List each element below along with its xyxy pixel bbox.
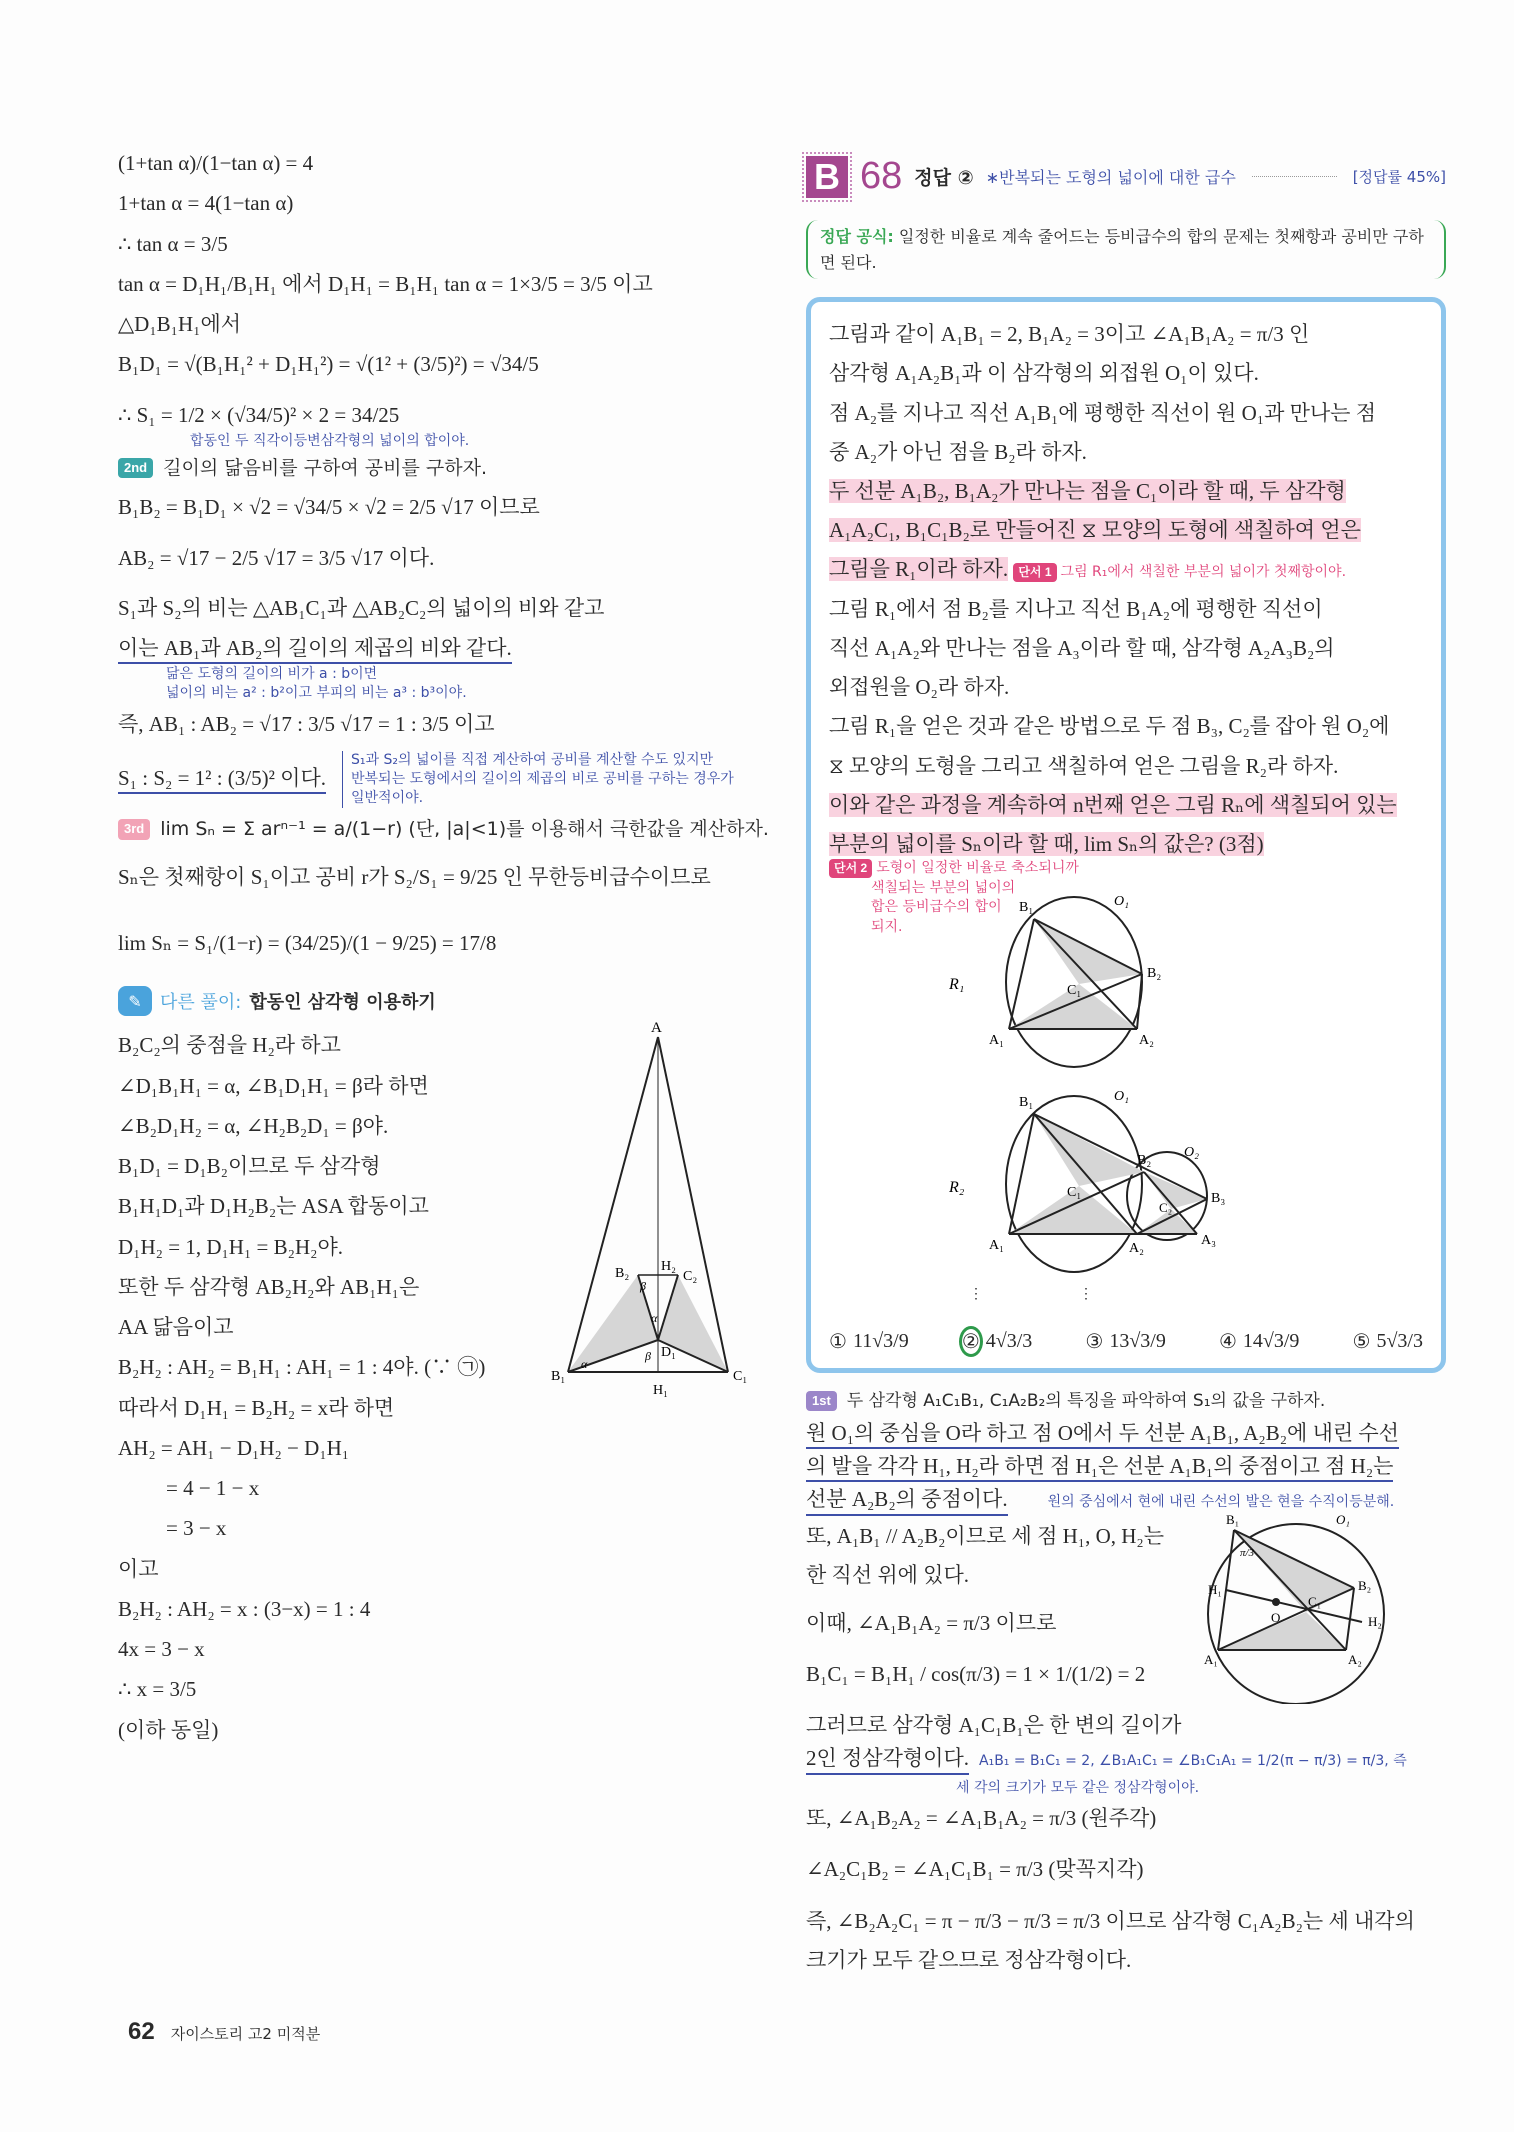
- topic-label: ∗반복되는 도형의 넓이에 대한 급수: [985, 168, 1236, 187]
- problem-line: 그림과 같이 A₁B₁ = 2, B₁A₂ = 3이고 ∠A₁B₁A₂ = π/3 인: [829, 322, 1310, 347]
- svg-text:D₁: D₁: [661, 1345, 676, 1361]
- eq-line: AB₂ = √17 − 2/5 √17 = 3/5 √17 이다.: [118, 545, 435, 570]
- eq-line: ∠D₁B₁H₁ = α, ∠B₁D₁H₁ = β라 하면: [118, 1073, 429, 1098]
- svg-text:C₂: C₂: [683, 1269, 698, 1285]
- svg-text:B₁: B₁: [1019, 900, 1034, 916]
- eq-line: Sₙ은 첫째항이 S₁이고 공비 r가 S₂/S₁ = 9/25 인 무한등비급수이므로: [118, 864, 711, 889]
- correct-rate: [정답률 45%]: [1352, 168, 1446, 186]
- leader-dots: [1252, 176, 1337, 177]
- step2-heading: 2nd 길이의 닮음비를 구하여 공비를 구하자.: [118, 457, 778, 481]
- eq-line: 한 직선 위에 있다.: [806, 1563, 970, 1588]
- eq-line: B₁B₂ = B₁D₁ × √2 = √34/5 × √2 = 2/5 √17 이므로: [118, 495, 540, 520]
- step1-body: [806, 1514, 1446, 1973]
- problem-line: 삼각형 A₁A₂B₁과 이 삼각형의 외접원 O₁이 있다.: [829, 361, 1259, 386]
- eq-line: lim Sₙ = S₁/(1−r) = (34/25)/(1 − 9/25) = 17/8: [118, 931, 497, 956]
- problem-line: 점 A₂를 지나고 직선 A₁B₁에 평행한 직선이 원 O₁과 만나는 점: [829, 400, 1377, 425]
- svg-text:O₁: O₁: [1114, 894, 1129, 910]
- triangle-figure: [543, 1022, 753, 1402]
- svg-text:A₁: A₁: [989, 1238, 1004, 1254]
- svg-text:R₁: R₁: [949, 976, 965, 994]
- svg-text:B₃: B₃: [1211, 1191, 1226, 1207]
- answer-choices: [829, 1329, 1423, 1354]
- eq-line: B₂H₂ : AH₂ = B₁H₁ : AH₁ = 1 : 4야. (∵ ㉠): [118, 1355, 486, 1380]
- eq-line: 또, A₁B₁ // A₂B₂이므로 세 점 H₁, O, H₂는: [806, 1524, 1165, 1549]
- svg-text:C₁: C₁: [1067, 983, 1082, 999]
- step-badge-1st: 1st: [806, 1391, 837, 1411]
- highlight-line: A₁A₂C₁, B₁C₁B₂로 만들어진 ⧖ 모양의 도형에 색칠하여 얻은: [829, 518, 1361, 543]
- eq-line: 즉, AB₁ : AB₂ = √17 : 3/5 √17 = 1 : 3/5 이고: [118, 712, 495, 737]
- eq-line: S₁과 S₂의 비는 △AB₁C₁과 △AB₂C₂의 넓이의 비와 같고: [118, 595, 605, 620]
- choice-3[interactable]: ③ 13√3/9: [1085, 1330, 1166, 1354]
- svg-text:α: α: [581, 1357, 588, 1372]
- svg-text:A₁: A₁: [989, 1033, 1004, 1049]
- problem-line: ⧖ 모양의 도형을 그리고 색칠하여 얻은 그림을 R₂라 하자.: [829, 753, 1339, 778]
- figure-r1: [949, 889, 1249, 1069]
- eq-line: = 4 − 1 − x: [166, 1476, 260, 1501]
- svg-text:H₁: H₁: [653, 1383, 668, 1399]
- problem-header: [806, 155, 1446, 198]
- book-title: 자이스토리 고2 미적분: [170, 2025, 321, 2043]
- svg-text:O: O: [1271, 1610, 1281, 1626]
- ratio-block: S₁ : S₂ = 1² : (3/5)² 이다. S₁과 S₂의 넓이를 직접 계산하여 공비를 계산할 수도 있지만 반복되는 도형에서의 길이의 제곱의 비로 공비를 구하는 경우가 일반적이야.: [118, 752, 734, 807]
- svg-text:B₂: B₂: [615, 1266, 630, 1282]
- eq-line: AA 닮음이고: [118, 1315, 234, 1340]
- svg-text:β: β: [640, 1279, 646, 1294]
- svg-text:α: α: [651, 1311, 658, 1326]
- eq-line: ∴ S₁ = 1/2 × (√34/5)² × 2 = 34/25: [118, 402, 400, 427]
- svg-text:A₂: A₂: [1348, 1652, 1362, 1668]
- step1-heading: 1st 두 삼각형 A₁C₁B₁, C₁A₂B₂의 특징을 파악하여 S₁의 값을 구하자.: [806, 1391, 1446, 1412]
- eq-line: 따라서 D₁H₁ = B₂H₂ = x라 하면: [118, 1395, 395, 1420]
- svg-text:B₁: B₁: [551, 1369, 566, 1385]
- svg-text:B₁: B₁: [1226, 1514, 1240, 1528]
- eq-line: B₂H₂ : AH₂ = x : (3−x) = 1 : 4: [118, 1596, 371, 1621]
- note-s1: 합동인 두 직각이등변삼각형의 넓이의 합이야.: [190, 432, 470, 449]
- ellipsis-dots: ⋮: [1079, 1286, 1093, 1303]
- eq-line: 이때, ∠A₁B₁A₂ = π/3 이므로: [806, 1610, 1057, 1635]
- eq-line: (이하 동일): [118, 1717, 219, 1742]
- svg-text:R₂: R₂: [949, 1179, 965, 1197]
- eq-line: 이는 AB₁과 AB₂의 길이의 제곱의 비와 같다.: [118, 635, 778, 661]
- step-badge-2nd: 2nd: [118, 458, 153, 478]
- eq-line: 2인 정삼각형이다. A₁B₁ = B₁C₁ = 2, ∠B₁A₁C₁ = ∠B₁C₁A₁ = 1/2(π − π/3) = π/3, 즉: [806, 1746, 1446, 1775]
- problem-figures: [829, 859, 1423, 1319]
- eq-line: tan α = D₁H₁/B₁H₁ 에서 D₁H₁ = B₁H₁ tan α = 1×3/5 = 3/5 이고: [118, 271, 653, 296]
- problem-line: 그림 R₁을 얻은 것과 같은 방법으로 두 점 B₃, C₂를 잡아 원 O₂에: [829, 714, 1390, 739]
- note-similar: 닮은 도형의 길이의 비가 a : b이면 넓이의 비는 a² : b²이고 부피의 비는 a³ : b³이야.: [166, 666, 467, 702]
- level-badge: B: [806, 156, 848, 198]
- hint-badge-1: 단서 1: [1013, 563, 1056, 582]
- eq-line: B₁D₁ = √(B₁H₁² + D₁H₁²) = √(1² + (3/5)²) = √34/5: [118, 352, 539, 377]
- eq-line: 원 O₁의 중심을 O라 하고 점 O에서 두 선분 A₁B₁, A₂B₂에 내린 수선: [806, 1421, 1446, 1446]
- eq-line: ∴ x = 3/5: [118, 1677, 197, 1702]
- eq-line: 또, ∠A₁B₂A₂ = ∠A₁B₁A₂ = π/3 (원주각): [806, 1806, 1157, 1831]
- svg-text:H₂: H₂: [661, 1259, 676, 1275]
- highlight-line: 부분의 넓이를 Sₙ이라 할 때, lim Sₙ의 값은? (3점): [829, 832, 1264, 857]
- eq-line: △D₁B₁H₁에서: [118, 312, 242, 336]
- eq-line: 그러므로 삼각형 A₁C₁B₁은 한 변의 길이가: [806, 1712, 1182, 1737]
- svg-text:B₂: B₂: [1147, 966, 1162, 982]
- step3-heading: 3rd lim Sₙ = Σ arⁿ⁻¹ = a/(1−r) (단, |a|<1)를 이용해서 극한값을 계산하자.: [118, 818, 778, 842]
- alt-solution-title: ✎ 다른 풀이: 합동인 삼각형 이용하기: [118, 986, 778, 1016]
- problem-line: 직선 A₁A₂와 만나는 점을 A₃이라 할 때, 삼각형 A₂A₃B₂의: [829, 636, 1335, 661]
- svg-text:B₂: B₂: [1358, 1578, 1372, 1594]
- hint-2: 단서 2 도형이 일정한 비율로 축소되니까 색칠되는 부분의 넓이의 합은 등비급수의 합이 되지.: [829, 859, 1079, 937]
- svg-text:H₁: H₁: [1208, 1582, 1222, 1598]
- eq-line: B₁D₁ = D₁B₂이므로 두 삼각형: [118, 1154, 381, 1179]
- svg-text:A₁: A₁: [1204, 1652, 1218, 1668]
- highlight-line: 두 선분 A₁B₂, B₁A₂가 만나는 점을 C₁이라 할 때, 두 삼각형: [829, 478, 1346, 503]
- svg-text:O₂: O₂: [1184, 1145, 1199, 1161]
- eq-line: ∠B₂D₁H₂ = α, ∠H₂B₂D₁ = β야.: [118, 1113, 389, 1138]
- problem-number: 68: [860, 155, 903, 197]
- eq-line: 4x = 3 − x: [118, 1637, 205, 1662]
- svg-text:H₂: H₂: [1368, 1614, 1382, 1630]
- eq-line: 선분 A₂B₂의 중점이다. 원의 중심에서 현에 내린 수선의 발은 현을 수직이등분해.: [806, 1487, 1446, 1516]
- problem-line: 외접원을 O₂라 하자.: [829, 675, 1010, 700]
- figure-solution: [1196, 1514, 1426, 1704]
- svg-text:B₂: B₂: [1137, 1153, 1152, 1169]
- eq-line: (1+tan α)/(1−tan α) = 4: [118, 151, 314, 175]
- eq-line: AH₂ = AH₁ − D₁H₂ − D₁H₁: [118, 1435, 350, 1460]
- alt-solution-icon: ✎: [118, 986, 152, 1016]
- eq-line: 이고: [118, 1556, 159, 1581]
- eq-line: 1+tan α = 4(1−tan α): [118, 191, 294, 216]
- choice-2-selected[interactable]: ② 4√3/3: [961, 1330, 1033, 1354]
- choice-5[interactable]: ⑤ 5√3/3: [1352, 1330, 1423, 1354]
- eq-line: = 3 − x: [166, 1516, 227, 1541]
- highlight-line: 그림을 R₁이라 하자.: [829, 557, 1009, 582]
- eq-line: 의 발을 각각 H₁, H₂라 하면 점 H₁은 선분 A₁B₁의 중점이고 점 H₂는: [806, 1454, 1446, 1479]
- ellipsis-dots: ⋮: [969, 1286, 983, 1303]
- eq-line: B₂C₂의 중점을 H₂라 하고: [118, 1033, 341, 1058]
- problem-box: 그림과 같이 A₁B₁ = 2, B₁A₂ = 3이고 ∠A₁B₁A₂ = π/3 인 삼각형 A₁A₂B₁과 이 삼각형의 외접원 O₁이 있다. 점 A₂를 지나고 직선 A₁B₁에 평행한 직선이 원 O₁과 만나는 점 중 A₂가 아닌 점을 B₂라 하자. 두 선분 A₁B₂, B₁A₂가 만나는 점을 C₁이라 할 때, 두 삼각형 A₁A₂C₁, B₁C₁B₂로 만들어진 ⧖ 모양의 도형에 색칠하여 얻은 그림을 R₁이라 하자. 단서 1 그림 R₁에서 색칠한 부분의 넓이가 첫째항이야. 그림 R₁에서 점 B₂를 지나고 직선 B₁A₂에 평행한 직선이 직선 A₁A₂와 만나는 점을 A₃이라 할 때, 삼각형 A₂A₃B₂의 외접원을 O₂라 하자. 그림 R₁을 얻은 것과 같은 방법으로 두 점 B₃, C₂를 잡아 원 O₂에 ⧖ 모양의 도형을 그리고 색칠하여 얻은 그림을 R₂라 하자. 이와 같은 과정을 계속하여 n번째 얻은 그림 Rₙ에 색칠되어 있는 부분의 넓이를 Sₙ이라 할 때, lim Sₙ의 값은? (3점) 단서 2 도형이 일정한 비율로 축소되니까 색칠되는 부분의 넓이의 합은 등비급수의 합이 되지. R₁ B₁ O₁ B₂ C₁ A₁ A₂ R₂ B₁ O₁ B₂ O₂ B₃ C₁ C₂ A₁ A₂ A₃ ⋮ ⋮ ① 11√3/9 ② 4√3/3 ③ 13√3/9 ④ 14√3/9 ⑤ 5√3/3: [806, 297, 1446, 1373]
- eq-line: 크기가 모두 같으므로 정삼각형이다.: [806, 1947, 1132, 1972]
- note-ratio: S₁과 S₂의 넓이를 직접 계산하여 공비를 계산할 수도 있지만 반복되는 도형에서의 길이의 제곱의 비로 공비를 구하는 경우가 일반적이야.: [342, 751, 734, 808]
- svg-text:O₁: O₁: [1114, 1089, 1129, 1105]
- highlight-line: 이와 같은 과정을 계속하여 n번째 얻은 그림 Rₙ에 색칠되어 있는: [829, 792, 1397, 817]
- right-column: [806, 155, 1446, 1987]
- step-badge-3rd: 3rd: [118, 819, 150, 839]
- svg-text:A: A: [651, 1022, 662, 1037]
- svg-text:A₂: A₂: [1139, 1033, 1154, 1049]
- figure-r2: [949, 1084, 1269, 1284]
- eq-line: D₁H₂ = 1, D₁H₁ = B₂H₂야.: [118, 1234, 343, 1259]
- alt-solution-body: [118, 1022, 778, 1743]
- svg-text:C₁: C₁: [733, 1369, 748, 1385]
- eq-line: 즉, ∠B₂A₂C₁ = π − π/3 − π/3 = π/3 이므로 삼각형 C₁A₂B₂는 세 내각의: [806, 1908, 1415, 1933]
- choice-1[interactable]: ① 11√3/9: [829, 1330, 909, 1354]
- svg-text:C₂: C₂: [1159, 1200, 1173, 1216]
- note-equilateral: 세 각의 크기가 모두 같은 정삼각형이야.: [956, 1780, 1200, 1797]
- eq-line: 또한 두 삼각형 AB₂H₂와 AB₁H₁은: [118, 1274, 420, 1299]
- svg-text:O₁: O₁: [1336, 1514, 1350, 1528]
- svg-text:C₁: C₁: [1308, 1594, 1322, 1610]
- svg-text:C₁: C₁: [1067, 1185, 1082, 1201]
- eq-line: ∠A₂C₁B₂ = ∠A₁C₁B₁ = π/3 (맞꼭지각): [806, 1857, 1144, 1882]
- eq-line: B₁C₁ = B₁H₁ / cos(π/3) = 1 × 1/(1/2) = 2: [806, 1661, 1146, 1686]
- formula-box: 정답 공식: 일정한 비율로 계속 줄어드는 등비급수의 합의 문제는 첫째항과 공비만 구하면 된다.: [806, 220, 1446, 279]
- eq-line: ∴ tan α = 3/5: [118, 231, 228, 256]
- choice-4[interactable]: ④ 14√3/9: [1218, 1330, 1300, 1354]
- left-column: [118, 150, 778, 1757]
- svg-text:β: β: [645, 1349, 651, 1364]
- svg-text:A₂: A₂: [1129, 1241, 1144, 1257]
- problem-line: 그림 R₁에서 점 B₂를 지나고 직선 B₁A₂에 평행한 직선이: [829, 596, 1323, 621]
- page-footer: [128, 2018, 320, 2046]
- eq-line: B₁H₁D₁과 D₁H₂B₂는 ASA 합동이고: [118, 1194, 429, 1219]
- answer-label: 정답 ②: [914, 167, 974, 189]
- svg-text:B₁: B₁: [1019, 1095, 1034, 1111]
- page-number: 62: [128, 2018, 155, 2045]
- hint-badge-2: 단서 2: [829, 859, 872, 878]
- svg-text:π/3: π/3: [1240, 1547, 1255, 1560]
- problem-line: 중 A₂가 아닌 점을 B₂라 하자.: [829, 439, 1087, 464]
- svg-text:A₃: A₃: [1201, 1233, 1216, 1249]
